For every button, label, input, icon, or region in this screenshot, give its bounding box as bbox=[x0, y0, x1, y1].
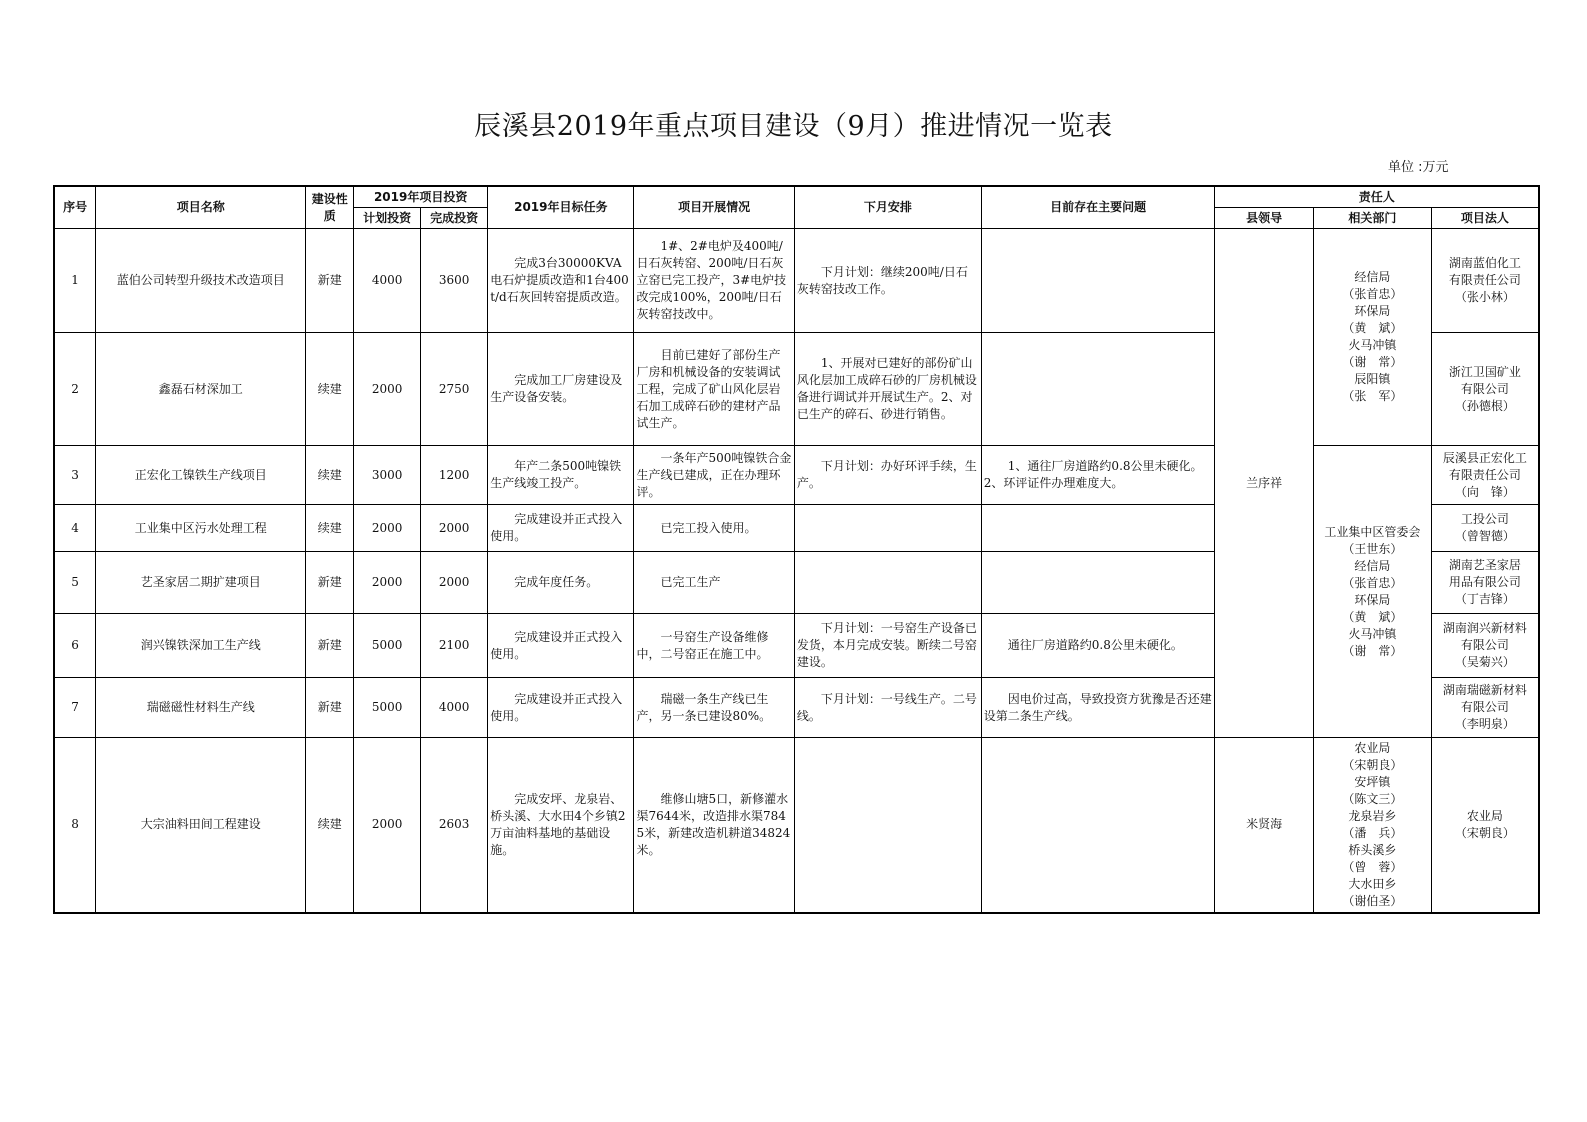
unit-label: 单位 :万元 bbox=[1388, 160, 1449, 175]
cell-plan: 2000 bbox=[354, 333, 421, 446]
table-row bbox=[54, 446, 1539, 505]
cell-target: 完成建设并正式投入使用。 bbox=[488, 614, 634, 678]
cell-dept: 工业集中区管委会 （王世东） 经信局 （张首忠） 环保局 （黄 斌） 火马冲镇 （谢 常） bbox=[1313, 446, 1431, 738]
header-name: 项目名称 bbox=[96, 186, 306, 229]
header-dept: 相关部门 bbox=[1313, 208, 1431, 229]
cell-seq: 3 bbox=[54, 446, 96, 505]
cell-progress: 1#、2#电炉及400吨/日石灰转窑、200吨/日石灰立窑已完工投产，3#电炉技改完成100%，200吨/日石灰转窑技改中。 bbox=[634, 229, 794, 333]
table-row bbox=[54, 738, 1539, 913]
cell-type: 续建 bbox=[306, 446, 354, 505]
cell-problems bbox=[981, 505, 1215, 552]
cell-progress: 已完工投入使用。 bbox=[634, 505, 794, 552]
cell-plan: 2000 bbox=[354, 505, 421, 552]
cell-next bbox=[794, 505, 981, 552]
cell-progress: 一条年产500吨镍铁合金生产线已建成，正在办理环评。 bbox=[634, 446, 794, 505]
cell-problems: 因电价过高，导致投资方犹豫是否还建设第二条生产线。 bbox=[981, 678, 1215, 738]
cell-target: 年产二条500吨镍铁生产线竣工投产。 bbox=[488, 446, 634, 505]
cell-problems bbox=[981, 552, 1215, 614]
cell-done: 2000 bbox=[421, 552, 488, 614]
cell-done: 2100 bbox=[421, 614, 488, 678]
cell-target: 完成安坪、龙泉岩、桥头溪、大水田4个乡镇2万亩油料基地的基础设施。 bbox=[488, 738, 634, 913]
header-next: 下月安排 bbox=[794, 186, 981, 229]
cell-problems bbox=[981, 333, 1215, 446]
cell-legal: 湖南艺圣家居 用品有限公司 （丁吉锋） bbox=[1431, 552, 1539, 614]
cell-seq: 5 bbox=[54, 552, 96, 614]
header-progress: 项目开展情况 bbox=[634, 186, 794, 229]
table-row bbox=[54, 229, 1539, 333]
cell-name: 蓝伯公司转型升级技术改造项目 bbox=[96, 229, 306, 333]
header-plan: 计划投资 bbox=[354, 208, 421, 229]
cell-type: 续建 bbox=[306, 738, 354, 913]
cell-seq: 7 bbox=[54, 678, 96, 738]
cell-plan: 3000 bbox=[354, 446, 421, 505]
cell-name: 大宗油料田间工程建设 bbox=[96, 738, 306, 913]
cell-type: 新建 bbox=[306, 229, 354, 333]
cell-next: 1、开展对已建好的部份矿山风化层加工成碎石砂的厂房机械设备进行调试并开展试生产。2、对已生产的碎石、砂进行销售。 bbox=[794, 333, 981, 446]
cell-next: 下月计划：一号窑生产设备已发货，本月完成安装。断续二号窑建设。 bbox=[794, 614, 981, 678]
cell-progress: 维修山塘5口，新修灌水渠7644米，改造排水渠7845米，新建改造机耕道34824米。 bbox=[634, 738, 794, 913]
header-target: 2019年目标任务 bbox=[488, 186, 634, 229]
cell-seq: 1 bbox=[54, 229, 96, 333]
cell-problems: 通往厂房道路约0.8公里未硬化。 bbox=[981, 614, 1215, 678]
cell-done: 4000 bbox=[421, 678, 488, 738]
cell-done: 2750 bbox=[421, 333, 488, 446]
cell-plan: 5000 bbox=[354, 678, 421, 738]
cell-next: 下月计划：继续200吨/日石灰转窑技改工作。 bbox=[794, 229, 981, 333]
cell-name: 正宏化工镍铁生产线项目 bbox=[96, 446, 306, 505]
cell-name: 工业集中区污水处理工程 bbox=[96, 505, 306, 552]
cell-target: 完成加工厂房建设及生产设备安装。 bbox=[488, 333, 634, 446]
header-seq: 序号 bbox=[54, 186, 96, 229]
cell-plan: 4000 bbox=[354, 229, 421, 333]
cell-type: 续建 bbox=[306, 505, 354, 552]
cell-seq: 6 bbox=[54, 614, 96, 678]
header-legal: 项目法人 bbox=[1431, 208, 1539, 229]
cell-name: 瑞磁磁性材料生产线 bbox=[96, 678, 306, 738]
cell-legal: 湖南润兴新材料 有限公司 （吴菊兴） bbox=[1431, 614, 1539, 678]
cell-seq: 2 bbox=[54, 333, 96, 446]
cell-dept: 经信局 （张首忠） 环保局 （黄 斌） 火马冲镇 （谢 常） 辰阳镇 （张 军） bbox=[1313, 229, 1431, 446]
cell-problems bbox=[981, 229, 1215, 333]
cell-done: 3600 bbox=[421, 229, 488, 333]
header-problems: 目前存在主要问题 bbox=[981, 186, 1215, 229]
header-invest: 2019年项目投资 bbox=[354, 186, 488, 208]
cell-next: 下月计划：办好环评手续，生产。 bbox=[794, 446, 981, 505]
cell-type: 新建 bbox=[306, 614, 354, 678]
cell-legal: 工投公司 （曾智德） bbox=[1431, 505, 1539, 552]
header-done: 完成投资 bbox=[421, 208, 488, 229]
cell-progress: 目前已建好了部份生产厂房和机械设备的安装调试工程，完成了矿山风化层岩石加工成碎石砂的建材产品试生产。 bbox=[634, 333, 794, 446]
cell-leader: 兰序祥 bbox=[1215, 229, 1314, 738]
cell-name: 艺圣家居二期扩建项目 bbox=[96, 552, 306, 614]
cell-target: 完成建设并正式投入使用。 bbox=[488, 505, 634, 552]
cell-name: 润兴镍铁深加工生产线 bbox=[96, 614, 306, 678]
cell-done: 2000 bbox=[421, 505, 488, 552]
cell-legal: 辰溪县正宏化工 有限责任公司 （向 锋） bbox=[1431, 446, 1539, 505]
cell-type: 新建 bbox=[306, 552, 354, 614]
cell-leader: 米贤海 bbox=[1215, 738, 1314, 913]
page-title: 辰溪县2019年重点项目建设（9月）推进情况一览表 bbox=[474, 111, 1113, 142]
cell-dept: 农业局 （宋朝良） 安坪镇 （陈文三） 龙泉岩乡 （潘 兵） 桥头溪乡 （曾 蓉） 大水田乡 （谢伯圣） bbox=[1313, 738, 1431, 913]
cell-type: 续建 bbox=[306, 333, 354, 446]
cell-target: 完成建设并正式投入使用。 bbox=[488, 678, 634, 738]
header-leader: 县领导 bbox=[1215, 208, 1314, 229]
cell-next bbox=[794, 552, 981, 614]
header-resp: 责任人 bbox=[1215, 186, 1539, 208]
cell-legal: 浙江卫国矿业 有限公司 （孙德根） bbox=[1431, 333, 1539, 446]
cell-done: 1200 bbox=[421, 446, 488, 505]
cell-next: 下月计划：一号线生产。二号线。 bbox=[794, 678, 981, 738]
cell-legal: 湖南瑞磁新材料 有限公司 （李明泉） bbox=[1431, 678, 1539, 738]
cell-next bbox=[794, 738, 981, 913]
cell-legal: 农业局 （宋朝良） bbox=[1431, 738, 1539, 913]
cell-problems: 1、通往厂房道路约0.8公里未硬化。2、环评证件办理难度大。 bbox=[981, 446, 1215, 505]
cell-seq: 4 bbox=[54, 505, 96, 552]
cell-problems bbox=[981, 738, 1215, 913]
cell-name: 鑫磊石材深加工 bbox=[96, 333, 306, 446]
cell-type: 新建 bbox=[306, 678, 354, 738]
cell-legal: 湖南蓝伯化工 有限责任公司 （张小林） bbox=[1431, 229, 1539, 333]
cell-target: 完成3台30000KVA电石炉提质改造和1台400t/d石灰回转窑提质改造。 bbox=[488, 229, 634, 333]
projects-table bbox=[53, 185, 1540, 914]
cell-done: 2603 bbox=[421, 738, 488, 913]
cell-target: 完成年度任务。 bbox=[488, 552, 634, 614]
header-type: 建设性质 bbox=[306, 186, 354, 229]
cell-progress: 瑞磁一条生产线已生产，另一条已建设80%。 bbox=[634, 678, 794, 738]
cell-plan: 2000 bbox=[354, 552, 421, 614]
cell-seq: 8 bbox=[54, 738, 96, 913]
cell-plan: 2000 bbox=[354, 738, 421, 913]
cell-progress: 已完工生产 bbox=[634, 552, 794, 614]
cell-plan: 5000 bbox=[354, 614, 421, 678]
cell-progress: 一号窑生产设备维修中，二号窑正在施工中。 bbox=[634, 614, 794, 678]
